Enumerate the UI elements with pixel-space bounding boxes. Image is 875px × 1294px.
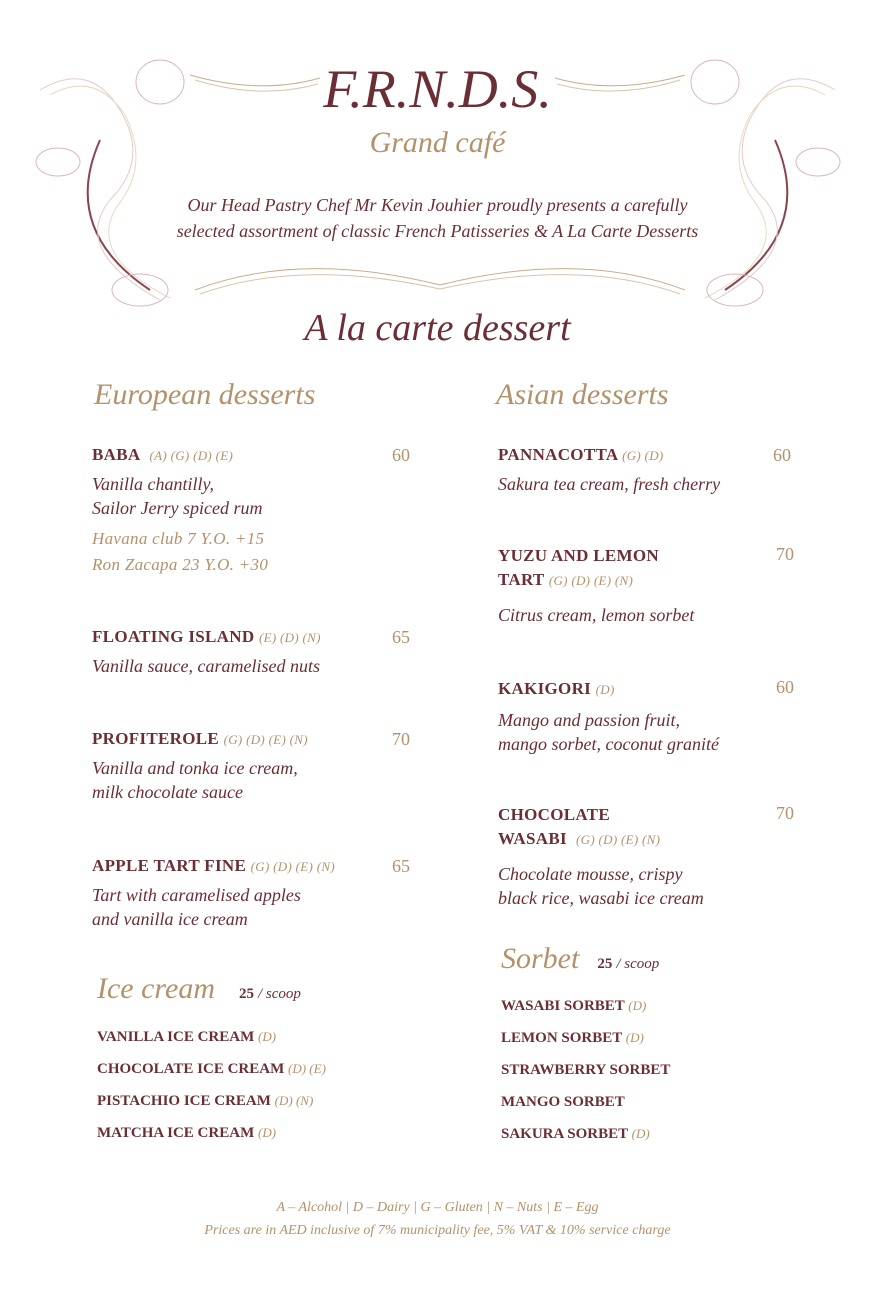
menu-item-baba xyxy=(92,443,422,578)
list-item: MATCHA ICE CREAM (D) xyxy=(97,1125,277,1141)
item-name: WASABI xyxy=(498,829,567,848)
ice-cream-list xyxy=(97,1021,326,1149)
list-item: MANGO SORBET xyxy=(501,1094,625,1110)
brand-logo-text: F.R.N.D.S. xyxy=(323,59,552,119)
item-description: Mango and passion fruit, xyxy=(498,710,681,730)
item-description: Sailor Jerry spiced rum xyxy=(92,498,263,518)
ice-cream-header xyxy=(97,972,301,1006)
list-item: VANILLA ICE CREAM (D) xyxy=(97,1029,277,1045)
item-addon: Havana club 7 Y.O. +15 xyxy=(92,529,265,548)
sorbet-list xyxy=(501,990,670,1150)
item-description: Chocolate mousse, crispy xyxy=(498,864,683,884)
item-description: black rice, wasabi ice cream xyxy=(498,888,704,908)
item-name: APPLE TART FINE xyxy=(92,856,247,875)
item-allergens: (G) (D) (E) (N) xyxy=(223,732,308,747)
item-allergens: (G) (D) (E) (N) xyxy=(250,859,335,874)
scoop-unit: / scoop xyxy=(257,986,301,1002)
item-allergens: (G) (D) (E) (N) xyxy=(548,573,634,588)
item-name: BABA xyxy=(92,445,141,464)
list-item: SAKURA SORBET (D) xyxy=(501,1126,650,1142)
intro-line: selected assortment of classic French Patisseries & A La Carte Desserts xyxy=(176,221,699,241)
price-note: Prices are in AED inclusive of 7% municipality fee, 5% VAT & 10% service charge xyxy=(204,1223,671,1238)
item-allergens: (A) (G) (D) (E) xyxy=(149,448,234,463)
item-name: YUZU AND LEMON xyxy=(498,546,659,565)
menu-item-pannacotta xyxy=(498,443,808,496)
item-name: CHOCOLATE xyxy=(498,805,610,824)
item-price: 70 xyxy=(392,729,410,749)
item-description: Citrus cream, lemon sorbet xyxy=(498,605,695,625)
item-price: 70 xyxy=(776,544,794,564)
item-description: Vanilla sauce, caramelised nuts xyxy=(92,656,320,676)
item-price: 60 xyxy=(773,445,791,465)
list-item: STRAWBERRY SORBET xyxy=(501,1062,671,1078)
item-description: mango sorbet, coconut granité xyxy=(498,734,719,754)
item-name: PANNACOTTA xyxy=(498,445,618,464)
item-description: milk chocolate sauce xyxy=(92,782,243,802)
item-description: Tart with caramelised apples xyxy=(92,885,301,905)
item-name: FLOATING ISLAND xyxy=(92,627,255,646)
list-item: LEMON SORBET (D) xyxy=(501,1030,644,1046)
item-name: PROFITEROLE xyxy=(92,729,220,748)
item-allergens: (G) (D) (E) (N) xyxy=(576,832,661,847)
item-allergens: (D) xyxy=(595,682,615,697)
list-item: CHOCOLATE ICE CREAM (D) (E) xyxy=(97,1061,326,1077)
item-price: 60 xyxy=(392,445,410,465)
item-price: 70 xyxy=(776,803,794,823)
ornamental-frame-decoration xyxy=(0,0,875,320)
section-heading-asian: Asian desserts xyxy=(496,378,669,411)
section-heading-ice-cream: Ice cream xyxy=(97,972,215,1005)
list-item: WASABI SORBET (D) xyxy=(501,998,647,1014)
item-allergens: (G) (D) xyxy=(622,448,664,463)
item-name: KAKIGORI xyxy=(498,679,592,698)
section-heading-european: European desserts xyxy=(94,378,316,411)
item-description: and vanilla ice cream xyxy=(92,909,248,929)
item-price: 65 xyxy=(392,856,410,876)
menu-item-chocolate-wasabi xyxy=(498,803,808,910)
item-price: 65 xyxy=(392,627,410,647)
brand-subtitle: Grand café xyxy=(369,126,506,159)
menu-item-profiterole xyxy=(92,727,422,804)
item-allergens: (E) (D) (N) xyxy=(258,630,321,645)
item-description: Vanilla chantilly, xyxy=(92,474,214,494)
allergen-legend: A – Alcohol | D – Dairy | G – Gluten | N – Nuts | E – Egg xyxy=(276,1200,599,1215)
scoop-unit: / scoop xyxy=(616,956,660,972)
item-description: Sakura tea cream, fresh cherry xyxy=(498,474,721,494)
item-price: 60 xyxy=(776,677,794,697)
menu-item-kakigori xyxy=(498,677,808,756)
sorbet-header xyxy=(501,942,659,976)
menu-item-floating-island xyxy=(92,625,422,678)
scoop-price: 25 xyxy=(597,956,613,972)
scoop-price: 25 xyxy=(238,986,254,1002)
section-heading-sorbet: Sorbet xyxy=(501,942,580,975)
item-description: Vanilla and tonka ice cream, xyxy=(92,758,298,778)
item-addon: Ron Zacapa 23 Y.O. +30 xyxy=(92,555,269,574)
item-name: TART xyxy=(498,570,545,589)
menu-item-apple-tart-fine xyxy=(92,854,422,931)
list-item: PISTACHIO ICE CREAM (D) (N) xyxy=(97,1093,314,1109)
page-title: A la carte dessert xyxy=(304,307,571,349)
intro-line: Our Head Pastry Chef Mr Kevin Jouhier proudly presents a carefully xyxy=(187,195,688,215)
intro-text xyxy=(0,192,875,244)
menu-item-yuzu-lemon-tart xyxy=(498,544,808,627)
